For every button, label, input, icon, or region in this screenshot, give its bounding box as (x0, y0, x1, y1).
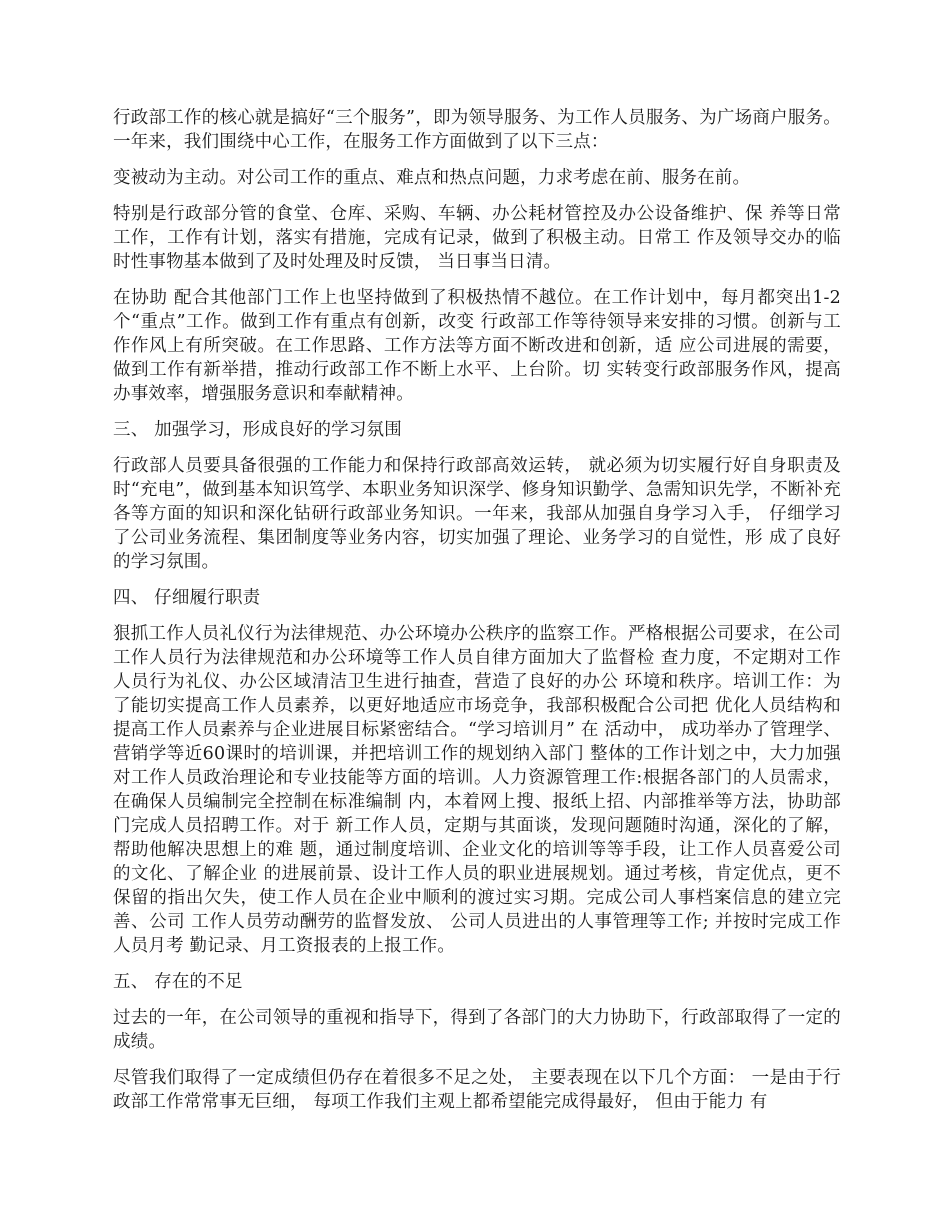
section-heading: 三、 加强学习，形成良好的学习氛围 (113, 420, 402, 440)
paragraph: 在协助 配合其他部门工作上也坚持做到了积极热情不越位。在工作计划中，每月都突出1-2个“重点”工作。做到工作有重点有创新，改变 行政部工作等待领导来安排的习惯。创新与工作作风上有所突破。在工作思路、工作方法等方面不断改进和创新，适 应公司进展的需要，做到工作有新举措，推动行政部工作不断上水平、上台阶。切 实转变行政部服务作风，提高办事效率，增强服务意识和奉献精神。 (113, 288, 841, 404)
section-heading: 四、 仔细履行职责 (113, 588, 261, 608)
paragraph: 行政部人员要具备很强的工作能力和保持行政部高效运转， 就必须为切实履行好自身职责及时“充电”，做到基本知识笃学、本职业务知识深学、修身知识勤学、急需知识先学，不断补充各等方面的知识和深化钻研行政部业务知识。一年来，我部从加强自身学习入手， 仔细学习了公司业务流程、集团制度等业务内容，切实加强了理论、业务学习的自觉性，形 成了良好的学习氛围。 (113, 456, 841, 572)
paragraph: 特别是行政部分管的食堂、仓库、采购、车辆、办公耗材管控及办公设备维护、保 养等日常工作，工作有计划，落实有措施，完成有记录，做到了积极主动。日常工 作及领导交办的临时性事物基本做到了及时处理及时反馈， 当日事当日清。 (113, 204, 841, 272)
paragraph: 尽管我们取得了一定成绩但仍存在着很多不足之处， 主要表现在以下几个方面： 一是由于行政部工作常常事无巨细， 每项工作我们主观上都希望能完成得最好， 但由于能力 有 (113, 1068, 841, 1112)
section-heading: 五、 存在的不足 (113, 972, 243, 992)
paragraph: 变被动为主动。对公司工作的重点、难点和热点问题，力求考虑在前、服务在前。 (113, 168, 751, 188)
paragraph: 过去的一年，在公司领导的重视和指导下，得到了各部门的大力协助下，行政部取得了一定的成绩。 (113, 1008, 841, 1052)
document-body (113, 106, 841, 1126)
paragraph: 行政部工作的核心就是搞好“三个服务”，即为领导服务、为工作人员服务、为广场商户服务。一年来，我们围绕中心工作，在服务工作方面做到了以下三点： (113, 108, 841, 152)
paragraph: 狠抓工作人员礼仪行为法律规范、办公环境办公秩序的监察工作。严格根据公司要求，在公司工作人员行为法律规范和办公环境等工作人员自律方面加大了监督检 查力度，不定期对工作人员行为礼仪、办公区域清洁卫生进行抽查，营造了良好的办公 环境和秩序。培训工作：为了能切实提高工作人员素养，以更好地适应市场竞争，我部积极配合公司把 优化人员结构和提高工作人员素养与企业进展目标紧密结合。“学习培训月” 在 活动中， 成功举办了管理学、营销学等近60课时的培训课，并把培训工作的规划纳入部门 整体的工作计划之中，大力加强对工作人员政治理论和专业技能等方面的培训。人力资源管理工作:根据各部门的人员需求，在确保人员编制完全控制在标准编制 内，本着网上搜、报纸上招、内部推举等方法，协助部门完成人员招聘工作。对于 新工作人员，定期与其面谈，发现问题随时沟通，深化的了解，帮助他解决思想上的难 题，通过制度培训、企业文化的培训等等手段，让工作人员喜爱公司的文化、了解企业 的进展前景、设计工作人员的职业进展规划。通过考核，肯定优点，更不保留的指出欠失，使工作人员在企业中顺利的渡过实习期。完成公司人事档案信息的建立完善、公司 工作人员劳动酬劳的监督发放、 公司人员进出的人事管理等工作; 并按时完成工作人员月考 勤记录、月工资报表的上报工作。 (113, 624, 841, 956)
